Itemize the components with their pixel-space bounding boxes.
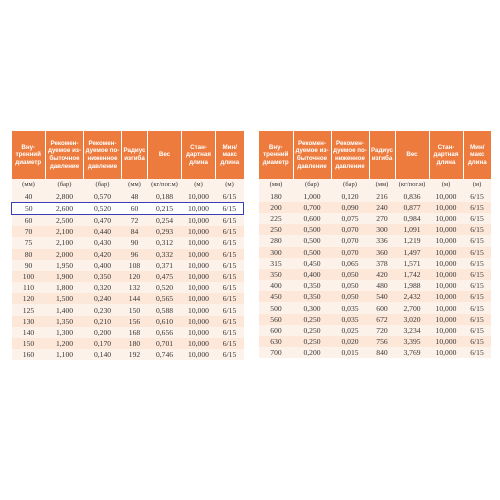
table-cell: 168: [122, 327, 148, 338]
table-cell: 0,450: [293, 258, 331, 269]
column-header: Рекомен- дуемое по- ниженное давление: [331, 131, 369, 179]
table-cell: 0,320: [84, 282, 122, 293]
table-row[interactable]: [259, 325, 491, 336]
table-cell: 110: [12, 282, 46, 293]
table-cell: 840: [369, 347, 395, 358]
table-cell: 10,000: [429, 269, 463, 280]
table-cell: 100: [12, 271, 46, 282]
table-cell: 2,600: [46, 202, 84, 214]
unit-cell: (кг/пог.м): [148, 179, 182, 191]
table-cell: 0,025: [331, 325, 369, 336]
unit-cell: (мм): [259, 179, 293, 191]
table-cell: 0,075: [331, 213, 369, 224]
table-cell: 756: [369, 336, 395, 347]
table-cell: 0,656: [148, 327, 182, 338]
table-cell: 0,610: [148, 316, 182, 327]
table-cell: 2,500: [46, 214, 84, 226]
table-cell: 0,877: [395, 202, 429, 213]
table-row[interactable]: [12, 191, 244, 203]
table-cell: 0,350: [293, 280, 331, 291]
table-cell: 40: [12, 191, 46, 203]
table-row[interactable]: [259, 336, 491, 347]
table-cell: 6/15: [463, 291, 491, 302]
table-cell: 10,000: [429, 291, 463, 302]
table-cell: 0,570: [84, 191, 122, 203]
table-cell: 0,254: [148, 214, 182, 226]
table-cell: 0,250: [293, 314, 331, 325]
table-cell: 450: [259, 291, 293, 302]
spec-table-right: [259, 131, 491, 358]
table-cell: 6/15: [216, 282, 244, 293]
table-cell: 10,000: [182, 282, 216, 293]
table-cell: 0,701: [148, 338, 182, 349]
table-cell: 0,050: [331, 269, 369, 280]
table-row[interactable]: [259, 202, 491, 213]
unit-cell: (бар): [46, 179, 84, 191]
table-cell: 0,200: [293, 347, 331, 358]
table-cell: 0,300: [293, 302, 331, 313]
table-cell: 0,984: [395, 213, 429, 224]
table-cell: 1,091: [395, 224, 429, 235]
table-cell: 6/15: [463, 191, 491, 202]
table-cell: 10,000: [182, 260, 216, 271]
table-cell: 0,200: [84, 327, 122, 338]
table-row[interactable]: [12, 260, 244, 271]
table-cell: 0,293: [148, 226, 182, 237]
table-cell: 6/15: [216, 271, 244, 282]
table-cell: 0,140: [84, 349, 122, 360]
table-row[interactable]: [12, 327, 244, 338]
table-cell: 315: [259, 258, 293, 269]
table-cell: 6/15: [463, 347, 491, 358]
table-cell: 10,000: [182, 249, 216, 260]
table-cell: 0,035: [331, 314, 369, 325]
table-cell: 80: [12, 249, 46, 260]
table-cell: 270: [369, 213, 395, 224]
table-cell: 0,350: [84, 271, 122, 282]
table-cell: 6/15: [463, 325, 491, 336]
table-cell: 0,250: [293, 325, 331, 336]
column-header: Вес: [148, 131, 182, 179]
table-cell: 630: [259, 336, 293, 347]
table-cell: 0,020: [331, 336, 369, 347]
table-cell: 10,000: [429, 314, 463, 325]
unit-cell: (м): [463, 179, 491, 191]
table-row[interactable]: [259, 302, 491, 313]
unit-cell: (м): [182, 179, 216, 191]
table-cell: 0,230: [84, 304, 122, 315]
units-row: [259, 179, 491, 191]
table-row[interactable]: [12, 316, 244, 327]
table-cell: 3,395: [395, 336, 429, 347]
table-cell: 130: [12, 316, 46, 327]
table-cell: 0,475: [148, 271, 182, 282]
table-cell: 3,020: [395, 314, 429, 325]
unit-cell: (бар): [293, 179, 331, 191]
column-header: Рекомен- дуемое по- ниженное давление: [84, 131, 122, 179]
table-cell: 0,050: [331, 291, 369, 302]
table-cell: 10,000: [182, 271, 216, 282]
table-cell: 125: [12, 304, 46, 315]
table-cell: 2,432: [395, 291, 429, 302]
table-cell: 10,000: [182, 191, 216, 203]
table-cell: 216: [369, 191, 395, 202]
table-cell: 2,000: [46, 249, 84, 260]
column-header: Вну- тренний диаметр: [12, 131, 46, 179]
table-cell: 1,200: [46, 338, 84, 349]
table-cell: 6/15: [463, 336, 491, 347]
table-cell: 6/15: [216, 293, 244, 304]
table-cell: 300: [369, 224, 395, 235]
table-cell: 0,070: [331, 235, 369, 246]
table-cell: 250: [259, 224, 293, 235]
table-cell: 0,520: [84, 202, 122, 214]
table-cell: 6/15: [216, 338, 244, 349]
table-cell: 6/15: [216, 237, 244, 248]
table-cell: 150: [12, 338, 46, 349]
table-cell: 350: [259, 269, 293, 280]
table-row[interactable]: [259, 213, 491, 224]
unit-cell: (мм): [369, 179, 395, 191]
table-cell: 10,000: [429, 235, 463, 246]
table-cell: 180: [122, 338, 148, 349]
table-cell: 6/15: [216, 191, 244, 203]
table-cell: 1,571: [395, 258, 429, 269]
table-cell: 10,000: [182, 237, 216, 248]
table-row[interactable]: [259, 269, 491, 280]
table-cell: 10,000: [429, 191, 463, 202]
table-cell: 0,215: [148, 202, 182, 214]
column-header: Радиус изгиба: [369, 131, 395, 179]
table-cell: 10,000: [182, 349, 216, 360]
table-cell: 10,000: [182, 304, 216, 315]
table-cell: 0,070: [331, 247, 369, 258]
table-cell: 6/15: [216, 349, 244, 360]
unit-cell: (кг/пог.м): [395, 179, 429, 191]
table-cell: 720: [369, 325, 395, 336]
table-cell: 2,800: [46, 191, 84, 203]
table-cell: 6/15: [463, 269, 491, 280]
table-cell: 6/15: [216, 327, 244, 338]
column-header: Вес: [395, 131, 429, 179]
table-row[interactable]: [259, 291, 491, 302]
table-cell: 500: [259, 302, 293, 313]
table-cell: 0,470: [84, 214, 122, 226]
table-cell: 10,000: [182, 226, 216, 237]
table-cell: 50: [12, 202, 46, 214]
table-cell: 10,000: [429, 325, 463, 336]
table-cell: 6/15: [216, 214, 244, 226]
table-cell: 360: [369, 247, 395, 258]
column-header: Мин/ макс длина: [463, 131, 491, 179]
table-cell: 0,250: [293, 336, 331, 347]
table-cell: 0,332: [148, 249, 182, 260]
table-cell: 0,440: [84, 226, 122, 237]
table-cell: 400: [259, 280, 293, 291]
column-header: Радиус изгиба: [122, 131, 148, 179]
table-cell: 378: [369, 258, 395, 269]
table-cell: 6/15: [463, 302, 491, 313]
table-row[interactable]: [259, 347, 491, 358]
table-cell: 6/15: [216, 226, 244, 237]
table-cell: 10,000: [182, 293, 216, 304]
table-cell: 0,120: [331, 191, 369, 202]
table-cell: 6/15: [463, 247, 491, 258]
table-cell: 0,035: [331, 302, 369, 313]
table-cell: 10,000: [182, 327, 216, 338]
table-cell: 132: [122, 282, 148, 293]
table-cell: 420: [369, 269, 395, 280]
units-row: [12, 179, 244, 191]
table-cell: 0,600: [293, 213, 331, 224]
table-cell: 180: [259, 191, 293, 202]
table-cell: 0,170: [84, 338, 122, 349]
table-cell: 10,000: [429, 336, 463, 347]
table-cell: 70: [12, 226, 46, 237]
unit-cell: (бар): [331, 179, 369, 191]
table-cell: 0,420: [84, 249, 122, 260]
unit-cell: (мм): [122, 179, 148, 191]
table-cell: 1,988: [395, 280, 429, 291]
table-cell: 0,400: [84, 260, 122, 271]
table-cell: 0,070: [331, 224, 369, 235]
table-cell: 10,000: [429, 224, 463, 235]
table-cell: 150: [122, 304, 148, 315]
table-cell: 0,350: [293, 291, 331, 302]
table-cell: 200: [259, 202, 293, 213]
unit-cell: (м): [429, 179, 463, 191]
table-cell: 6/15: [463, 235, 491, 246]
table-cell: 240: [369, 202, 395, 213]
table-cell: 480: [369, 280, 395, 291]
table-row[interactable]: [12, 338, 244, 349]
table-cell: 6/15: [463, 258, 491, 269]
table-cell: 140: [12, 327, 46, 338]
table-cell: 0,746: [148, 349, 182, 360]
table-row[interactable]: [12, 282, 244, 293]
unit-cell: (м): [216, 179, 244, 191]
table-cell: 10,000: [429, 213, 463, 224]
header-row: [12, 131, 244, 179]
table-cell: 1,000: [293, 191, 331, 202]
table-cell: 0,565: [148, 293, 182, 304]
column-header: Рекомен- дуемое из- быточное давление: [46, 131, 84, 179]
table-cell: 0,050: [331, 280, 369, 291]
table-row[interactable]: [259, 247, 491, 258]
table-cell: 280: [259, 235, 293, 246]
table-row[interactable]: [12, 226, 244, 237]
column-header: Рекомен- дуемое из- быточное давление: [293, 131, 331, 179]
table-cell: 6/15: [463, 202, 491, 213]
table-cell: 0,430: [84, 237, 122, 248]
table-cell: 560: [259, 314, 293, 325]
table-row[interactable]: [12, 349, 244, 360]
table-cell: 2,700: [395, 302, 429, 313]
table-cell: 60: [12, 214, 46, 226]
table-cell: 6/15: [463, 280, 491, 291]
table-cell: 0,312: [148, 237, 182, 248]
table-cell: 84: [122, 226, 148, 237]
column-header: Стан- дартная длина: [429, 131, 463, 179]
table-cell: 3,234: [395, 325, 429, 336]
table-cell: 672: [369, 314, 395, 325]
table-cell: 60: [122, 202, 148, 214]
table-cell: 300: [259, 247, 293, 258]
column-header: Вну- тренний диаметр: [259, 131, 293, 179]
table-cell: 0,240: [84, 293, 122, 304]
table-cell: 10,000: [429, 247, 463, 258]
table-row[interactable]: [259, 280, 491, 291]
table-row[interactable]: [12, 271, 244, 282]
table-cell: 1,950: [46, 260, 84, 271]
table-cell: 120: [122, 271, 148, 282]
table-cell: 1,500: [46, 293, 84, 304]
table-cell: 0,065: [331, 258, 369, 269]
table-cell: 1,300: [46, 327, 84, 338]
table-cell: 144: [122, 293, 148, 304]
column-header: Стан- дартная длина: [182, 131, 216, 179]
unit-cell: (бар): [84, 179, 122, 191]
table-cell: 72: [122, 214, 148, 226]
table-cell: 10,000: [429, 202, 463, 213]
table-row[interactable]: [12, 304, 244, 315]
table-cell: 192: [122, 349, 148, 360]
table-row[interactable]: [12, 249, 244, 260]
table-cell: 0,371: [148, 260, 182, 271]
table-cell: 10,000: [429, 347, 463, 358]
header-row: [259, 131, 491, 179]
table-cell: 2,100: [46, 237, 84, 248]
table-cell: 6/15: [216, 202, 244, 214]
table-cell: 0,500: [293, 224, 331, 235]
table-cell: 1,800: [46, 282, 84, 293]
table-cell: 1,219: [395, 235, 429, 246]
table-cell: 10,000: [182, 338, 216, 349]
table-row[interactable]: [12, 214, 244, 226]
table-row[interactable]: [259, 224, 491, 235]
table-row[interactable]: [12, 237, 244, 248]
table-cell: 600: [259, 325, 293, 336]
table-cell: 0,500: [293, 247, 331, 258]
table-cell: 0,700: [293, 202, 331, 213]
table-cell: 1,900: [46, 271, 84, 282]
table-cell: 0,090: [331, 202, 369, 213]
table-cell: 6/15: [463, 314, 491, 325]
table-cell: 540: [369, 291, 395, 302]
table-cell: 156: [122, 316, 148, 327]
unit-cell: (мм): [12, 179, 46, 191]
table-cell: 48: [122, 191, 148, 203]
table-cell: 1,742: [395, 269, 429, 280]
table-cell: 6/15: [463, 213, 491, 224]
table-row[interactable]: [259, 191, 491, 202]
table-cell: 1,350: [46, 316, 84, 327]
table-cell: 0,520: [148, 282, 182, 293]
table-cell: 10,000: [182, 202, 216, 214]
table-cell: 10,000: [182, 214, 216, 226]
table-cell: 600: [369, 302, 395, 313]
table-cell: 90: [122, 237, 148, 248]
table-cell: 336: [369, 235, 395, 246]
table-cell: 3,769: [395, 347, 429, 358]
table-cell: 10,000: [429, 280, 463, 291]
table-cell: 1,100: [46, 349, 84, 360]
table-cell: 6/15: [463, 224, 491, 235]
column-header: Мин/ макс длина: [216, 131, 244, 179]
table-cell: 6/15: [216, 304, 244, 315]
table-cell: 96: [122, 249, 148, 260]
table-cell: 10,000: [429, 302, 463, 313]
table-row[interactable]: [259, 235, 491, 246]
table-cell: 1,400: [46, 304, 84, 315]
table-cell: 0,836: [395, 191, 429, 202]
table-cell: 10,000: [182, 316, 216, 327]
table-cell: 6/15: [216, 316, 244, 327]
table-cell: 160: [12, 349, 46, 360]
table-cell: 0,500: [293, 235, 331, 246]
table-cell: 0,188: [148, 191, 182, 203]
table-cell: 225: [259, 213, 293, 224]
table-cell: 108: [122, 260, 148, 271]
table-cell: 75: [12, 237, 46, 248]
table-cell: 1,497: [395, 247, 429, 258]
table-cell: 2,100: [46, 226, 84, 237]
table-cell: 6/15: [216, 249, 244, 260]
table-cell: 90: [12, 260, 46, 271]
spec-table-left: [11, 131, 244, 360]
table-row[interactable]: [12, 202, 244, 214]
table-cell: 0,015: [331, 347, 369, 358]
table-cell: 0,400: [293, 269, 331, 280]
table-row[interactable]: [12, 293, 244, 304]
table-cell: 0,210: [84, 316, 122, 327]
table-cell: 6/15: [216, 260, 244, 271]
table-cell: 10,000: [429, 258, 463, 269]
table-row[interactable]: [259, 258, 491, 269]
table-cell: 120: [12, 293, 46, 304]
table-cell: 0,588: [148, 304, 182, 315]
table-cell: 700: [259, 347, 293, 358]
table-row[interactable]: [259, 314, 491, 325]
